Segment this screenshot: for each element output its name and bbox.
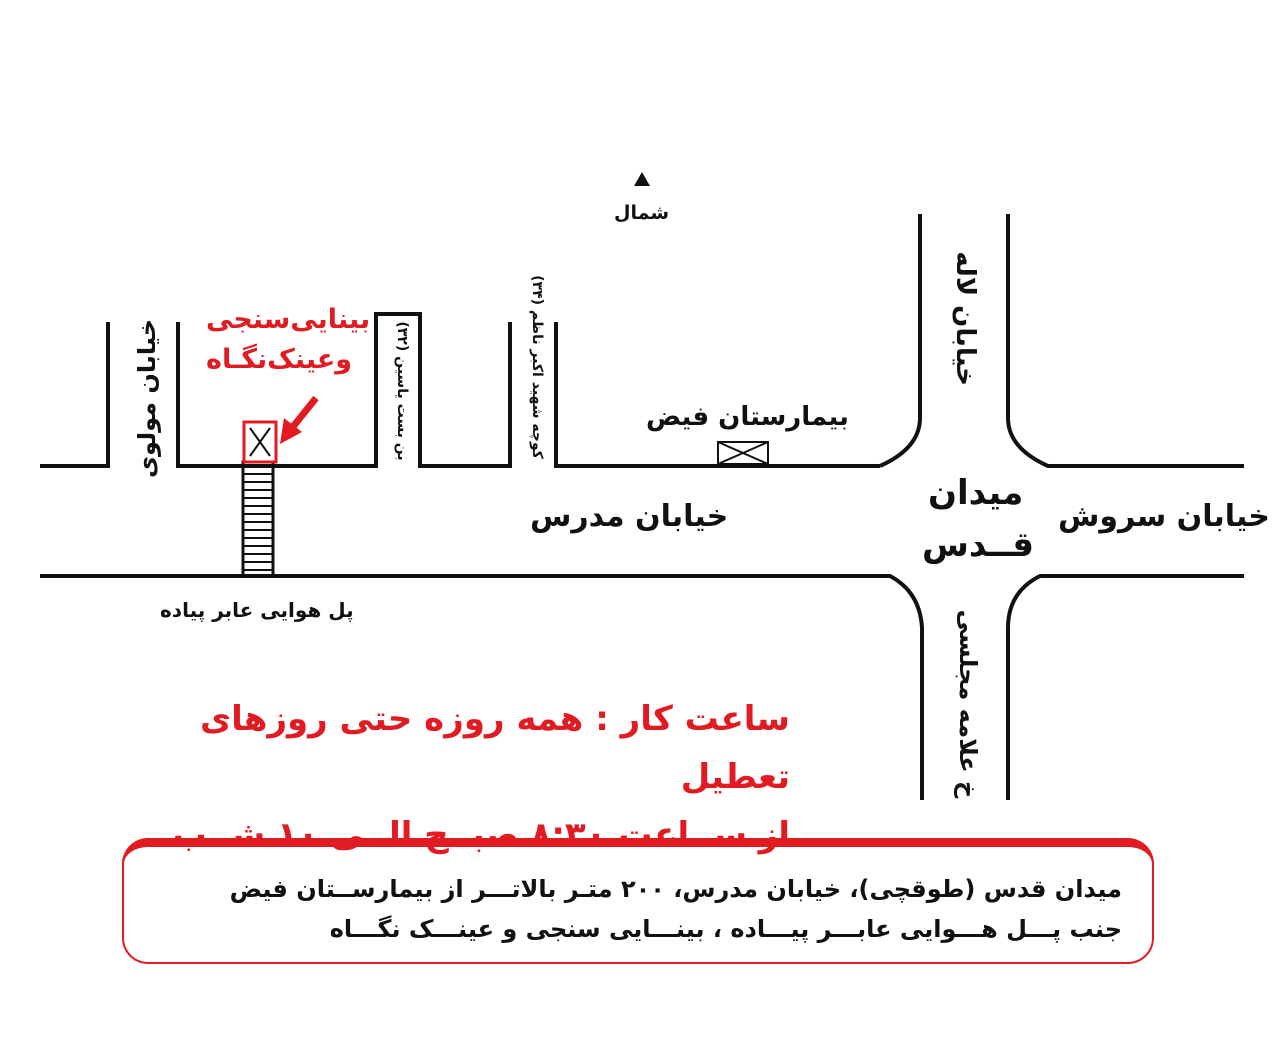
bridge-stripes (243, 474, 273, 570)
bridge-label: پل هوایی عابر پیاده (160, 598, 354, 622)
allameh-street-label: خ علامه مجلسی (954, 609, 982, 799)
hospital-label: بیمارستان فیض (646, 402, 849, 432)
yasin-alley-label: بن بست یاسین (۳۲) (394, 321, 410, 461)
road-edge-top-left (40, 322, 108, 466)
north-arrow-icon (634, 172, 650, 186)
address-box (122, 838, 1154, 964)
square-corner-bottom-right (1008, 576, 1244, 800)
road-edge-molavi-right (178, 314, 510, 466)
shop-label-line1: بینایی‌سنجی (206, 304, 371, 335)
square-corner-top-left (880, 214, 920, 466)
shop-marker-cross (250, 428, 270, 456)
shop-label-line2: وعینک‌نگـاه (206, 344, 353, 375)
laleh-street-label: خیابان لاله (950, 251, 980, 386)
square-label-line2: قــدس (922, 525, 1035, 565)
pedestrian-bridge (243, 462, 273, 576)
square-corner-top-right (1008, 214, 1244, 466)
square-label-line1: میدان (928, 473, 1024, 513)
nazem-alley-label: کوچه شهید اکبر ناظم (۳۴) (529, 275, 545, 459)
shop-arrow-icon (280, 398, 316, 444)
molavi-street-label: خیابان مولوی (133, 319, 161, 478)
working-hours-line2: از ســاعت ۸:۳۰ صبــح الــی ۱۰ شــب (172, 815, 790, 855)
soroush-street-label: خیابان سروش (1058, 499, 1270, 534)
address-line2: جنب پـــل هـــوایی عابـــر پیـــاده ، بینـــایی سنجی و عینـــک نگـــاه (329, 915, 1122, 943)
modarres-street-label: خیابان مدرس (530, 499, 729, 534)
working-hours-line1: ساعت کار : همه روزه حتی روزهای تعطیل (199, 699, 790, 797)
address-line1: میدان قدس (طوقچی)، خیابان مدرس، ۲۰۰ متـر بالاتـــر از بیمارســتان فیض (229, 875, 1122, 903)
north-label: شمال (614, 202, 670, 224)
hospital-marker-cross (718, 442, 768, 464)
address-text (142, 869, 1122, 949)
